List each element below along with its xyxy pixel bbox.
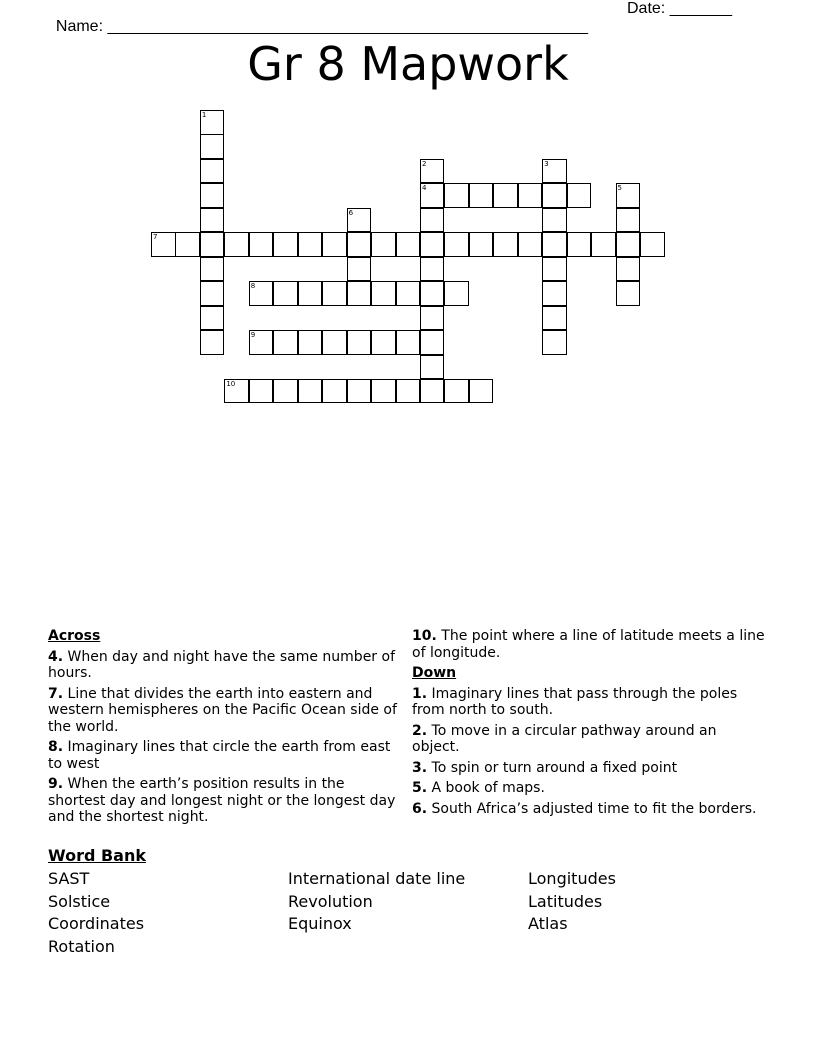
- word-bank-item: Atlas: [528, 914, 568, 934]
- crossword-cell[interactable]: [420, 208, 445, 233]
- clue-number: 6.: [412, 800, 428, 817]
- clues-right-column: [412, 628, 768, 821]
- cell-number: 4: [421, 184, 427, 193]
- crossword-cell[interactable]: [200, 208, 225, 233]
- crossword-cell[interactable]: [347, 257, 372, 282]
- crossword-cell[interactable]: [567, 232, 592, 257]
- crossword-cell[interactable]: [640, 232, 665, 257]
- crossword-cell[interactable]: [249, 232, 274, 257]
- cell-number: 5: [617, 184, 623, 193]
- word-bank-item: Longitudes: [528, 869, 616, 888]
- word-bank-item: Rotation: [48, 937, 115, 957]
- crossword-cell[interactable]: [273, 232, 298, 257]
- clue-text: Line that divides the earth into eastern and western hemispheres on the Pacific Ocean side of the world.: [48, 685, 397, 735]
- crossword-cell[interactable]: [347, 330, 372, 355]
- crossword-cell[interactable]: [200, 110, 225, 135]
- crossword-cell[interactable]: [175, 232, 200, 257]
- crossword-cell[interactable]: [542, 232, 567, 257]
- clue-across-10: [412, 628, 768, 661]
- page-title: Gr 8 Mapwork: [247, 37, 569, 91]
- cell-number: 6: [348, 208, 354, 217]
- clues-left-column: [48, 628, 398, 830]
- clue-text: The point where a line of latitude meets a line of longitude.: [412, 628, 765, 661]
- clue-number: 3.: [412, 759, 428, 776]
- crossword-cell[interactable]: [224, 232, 249, 257]
- word-bank-item: Latitudes: [528, 891, 603, 911]
- cell-number: 1: [201, 111, 207, 119]
- crossword-cell[interactable]: [396, 379, 421, 404]
- clue-text: To move in a circular pathway around an object.: [412, 722, 717, 755]
- clue-down-1: [412, 686, 768, 719]
- crossword-cell[interactable]: [322, 232, 347, 257]
- crossword-cell[interactable]: [396, 232, 421, 257]
- crossword-cell[interactable]: [493, 232, 518, 257]
- word-bank-item: Equinox: [288, 914, 352, 934]
- clue-text: To spin or turn around a fixed point: [431, 759, 678, 776]
- crossword-cell[interactable]: [469, 379, 494, 404]
- crossword-cell[interactable]: [224, 379, 249, 404]
- crossword-cell[interactable]: [371, 232, 396, 257]
- clue-text: When day and night have the same number of hours.: [48, 648, 396, 681]
- crossword-cell[interactable]: [298, 379, 323, 404]
- crossword-cell[interactable]: [469, 232, 494, 257]
- crossword-cell[interactable]: [542, 257, 567, 282]
- crossword-cell[interactable]: [298, 281, 323, 306]
- cell-number: 3: [544, 159, 549, 168]
- clue-across-8: [48, 739, 398, 772]
- crossword-cell[interactable]: [616, 208, 641, 233]
- date-field-label[interactable]: Date: _______: [627, 0, 732, 17]
- crossword-cell[interactable]: [322, 330, 347, 355]
- crossword-cell[interactable]: [542, 281, 567, 306]
- crossword-cell[interactable]: [322, 379, 347, 404]
- crossword-cell[interactable]: [420, 306, 445, 331]
- word-bank-item: Solstice: [48, 891, 111, 911]
- crossword-cell[interactable]: [518, 183, 543, 208]
- crossword-cell[interactable]: [273, 281, 298, 306]
- crossword-cell[interactable]: [371, 281, 396, 306]
- clue-text: Imaginary lines that circle the earth from east to west: [48, 739, 391, 772]
- crossword-cell[interactable]: [200, 232, 225, 257]
- crossword-grid: [0, 0, 816, 420]
- word-bank-column-2: [288, 868, 465, 936]
- crossword-cell[interactable]: [616, 183, 641, 208]
- clue-number: 1.: [412, 685, 428, 702]
- clue-number: 7.: [48, 685, 64, 702]
- clue-across-9: [48, 776, 398, 826]
- clue-across-7: [48, 686, 398, 736]
- crossword-cell[interactable]: [200, 159, 225, 184]
- crossword-cell[interactable]: [444, 232, 469, 257]
- crossword-cell[interactable]: [396, 281, 421, 306]
- clue-text: South Africa’s adjusted time to fit the borders.: [431, 800, 757, 817]
- crossword-cell[interactable]: [567, 183, 592, 208]
- crossword-cell[interactable]: [542, 183, 567, 208]
- crossword-cell[interactable]: [591, 232, 616, 257]
- clue-down-5: [412, 780, 768, 797]
- clue-number: 4.: [48, 648, 64, 665]
- name-field-label[interactable]: Name: ______________________________________________________: [55, 18, 588, 35]
- crossword-cell[interactable]: [151, 232, 176, 257]
- crossword-cell[interactable]: [444, 379, 469, 404]
- crossword-cell[interactable]: [200, 281, 225, 306]
- down-heading: Down: [412, 665, 457, 681]
- clue-number: 9.: [48, 776, 64, 792]
- crossword-cell[interactable]: [298, 330, 323, 355]
- word-bank-column-1: [48, 868, 144, 959]
- across-heading: Across: [48, 628, 101, 644]
- crossword-cell[interactable]: [493, 183, 518, 208]
- crossword-cell[interactable]: [420, 330, 445, 355]
- crossword-cell[interactable]: [616, 257, 641, 282]
- crossword-cell[interactable]: [371, 330, 396, 355]
- crossword-cell[interactable]: [347, 281, 372, 306]
- crossword-cell[interactable]: [298, 232, 323, 257]
- clue-text: When the earth’s position results in the shortest day and longest night or the longest day and the shortest night.: [48, 776, 396, 825]
- crossword-cell[interactable]: [396, 330, 421, 355]
- clue-text: Imaginary lines that pass through the poles from north to south.: [412, 685, 738, 718]
- word-bank-item: International date line: [288, 869, 466, 888]
- clue-number: 2.: [412, 722, 428, 739]
- crossword-cell[interactable]: [371, 379, 396, 404]
- crossword-cell[interactable]: [420, 379, 445, 404]
- crossword-cell[interactable]: [249, 379, 274, 404]
- crossword-cell[interactable]: [420, 232, 445, 257]
- crossword-cell[interactable]: [347, 232, 372, 257]
- cell-number: 8: [250, 282, 256, 291]
- word-bank-item: Coordinates: [48, 914, 145, 934]
- crossword-cell[interactable]: [420, 355, 445, 380]
- crossword-cell[interactable]: [616, 281, 641, 306]
- crossword-cell[interactable]: [322, 281, 347, 306]
- clue-number: 10.: [412, 628, 437, 644]
- crossword-cell[interactable]: [273, 330, 298, 355]
- crossword-cell[interactable]: [444, 183, 469, 208]
- clue-down-3: [412, 760, 768, 777]
- clue-text: A book of maps.: [431, 780, 545, 796]
- crossword-cell[interactable]: [420, 183, 445, 208]
- crossword-cell[interactable]: [347, 379, 372, 404]
- clue-number: 5.: [412, 780, 428, 796]
- clue-down-2: [412, 723, 768, 756]
- crossword-cell[interactable]: [444, 281, 469, 306]
- crossword-cell[interactable]: [200, 134, 225, 159]
- clue-across-4: [48, 649, 398, 682]
- crossword-cell[interactable]: [542, 306, 567, 331]
- crossword-cell[interactable]: [420, 159, 445, 184]
- word-bank-column-3: [528, 868, 616, 936]
- cell-number: 2: [421, 159, 427, 168]
- crossword-cell[interactable]: [200, 330, 225, 355]
- cell-number: 9: [250, 331, 256, 340]
- cell-number: 10: [226, 379, 236, 388]
- crossword-cell[interactable]: [200, 183, 225, 208]
- crossword-cell[interactable]: [347, 208, 372, 233]
- crossword-cell[interactable]: [542, 159, 567, 184]
- word-bank-heading: Word Bank: [48, 846, 147, 865]
- crossword-cell[interactable]: [420, 281, 445, 306]
- cell-number: 7: [153, 233, 158, 242]
- crossword-cell[interactable]: [518, 232, 543, 257]
- crossword-cell[interactable]: [542, 330, 567, 355]
- clue-number: 8.: [48, 739, 64, 755]
- word-bank-item: SAST: [48, 869, 90, 888]
- crossword-cell[interactable]: [249, 330, 274, 355]
- crossword-cell[interactable]: [542, 208, 567, 233]
- crossword-cell[interactable]: [200, 257, 225, 282]
- crossword-cell[interactable]: [469, 183, 494, 208]
- clue-down-6: [412, 801, 768, 818]
- crossword-cell[interactable]: [249, 281, 274, 306]
- word-bank-item: Revolution: [288, 891, 373, 911]
- crossword-cell[interactable]: [200, 306, 225, 331]
- crossword-cell[interactable]: [273, 379, 298, 404]
- crossword-cell[interactable]: [420, 257, 445, 282]
- crossword-cell[interactable]: [616, 232, 641, 257]
